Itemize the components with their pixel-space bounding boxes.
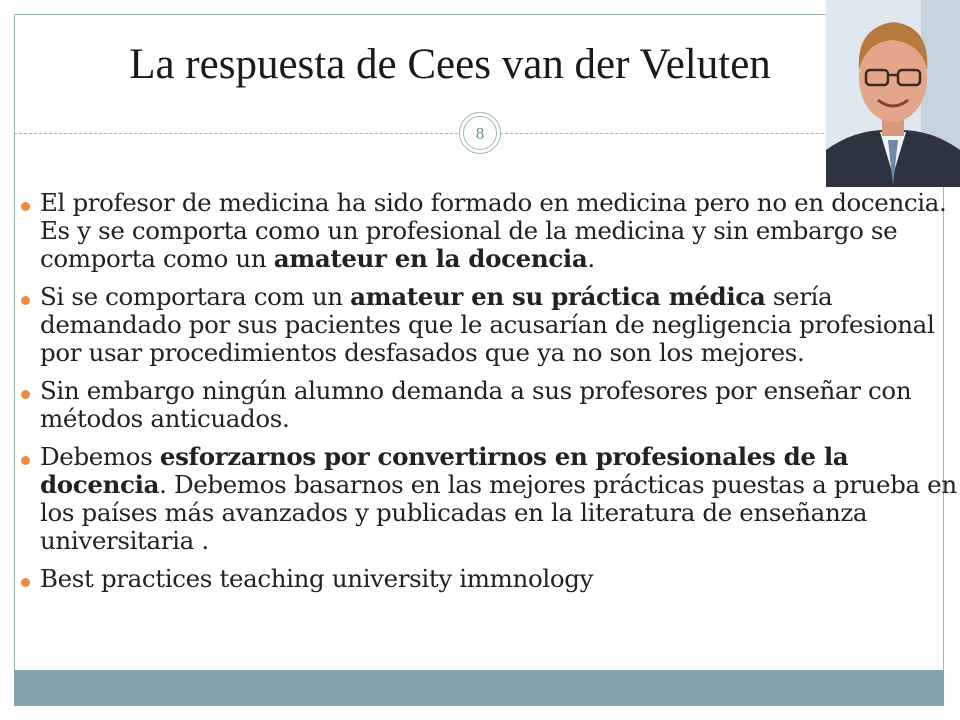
bullet-item: Sin embargo ningún alumno demanda a sus profesores por enseñar con métodos anticuados. xyxy=(40,377,958,433)
bullet-item: Best practices teaching university immnology xyxy=(40,565,958,593)
bullet-item: Si se comportara com un amateur en su práctica médica sería demandado por sus pacientes que le acusarían de negligencia profesional por usar procedimientos desfasados que ya no son los mejores. xyxy=(40,283,958,367)
slide-number: 8 xyxy=(475,124,485,143)
bullet-item: El profesor de medicina ha sido formado en medicina pero no en docencia. Es y se comporta como un profesional de la medicina y sin embargo se comporta como un amateur en la docencia. xyxy=(40,189,958,273)
slide-number-badge xyxy=(459,112,501,154)
portrait-image xyxy=(826,0,960,187)
slide-title: La respuesta de Cees van der Veluten xyxy=(129,41,771,88)
speaker-photo xyxy=(826,0,960,187)
bullet-item: Debemos esforzarnos por convertirnos en profesionales de la docencia. Debemos basarnos en las mejores prácticas puestas a prueba en los países más avanzados y publicadas en la literatura de enseñanza universitaria . xyxy=(40,442,957,555)
footer-bar xyxy=(14,670,944,706)
bullet-list xyxy=(40,189,958,603)
